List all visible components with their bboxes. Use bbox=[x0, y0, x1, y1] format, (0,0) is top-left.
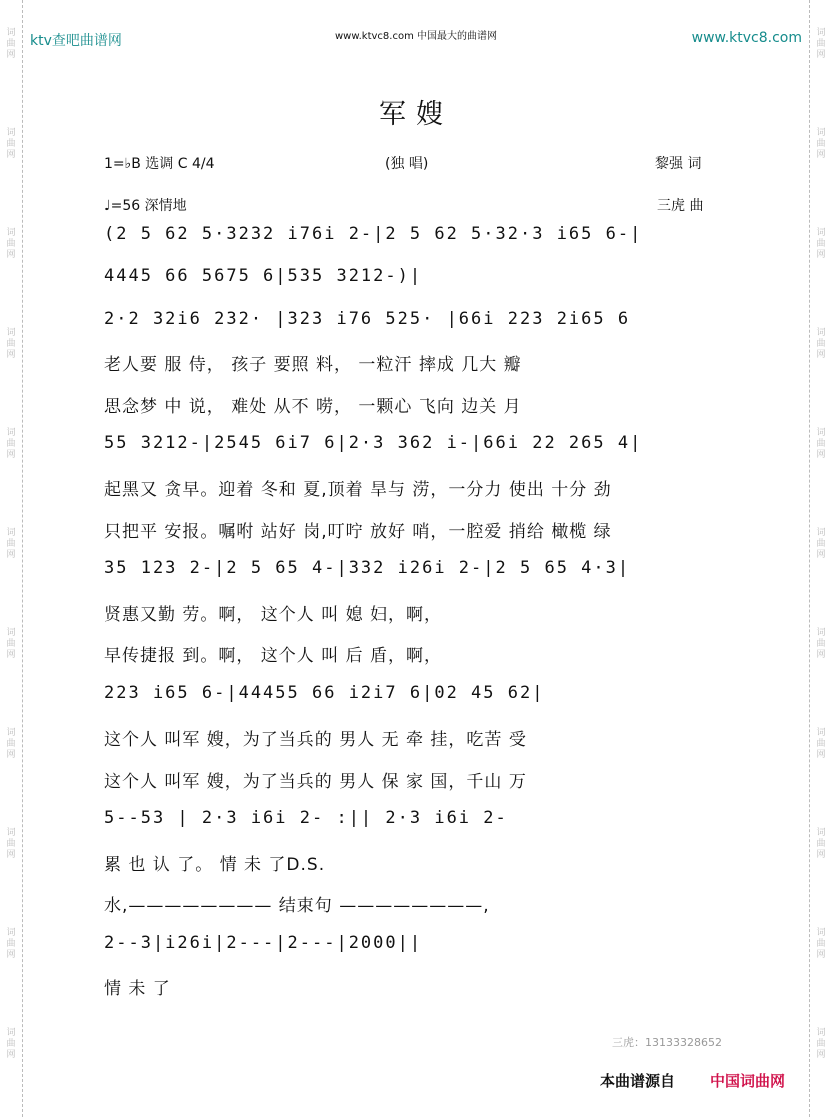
watermark-text: 词曲网 bbox=[6, 228, 16, 260]
watermark-text: 词曲网 bbox=[816, 528, 826, 560]
watermark-text: 词曲网 bbox=[6, 1028, 16, 1060]
watermark-text: 词曲网 bbox=[6, 128, 16, 160]
watermark-text: 词曲网 bbox=[6, 428, 16, 460]
source-site-link[interactable]: 中国词曲网 bbox=[710, 1072, 786, 1090]
watermark-text: 词曲网 bbox=[6, 728, 16, 760]
lyrics-verse-2: 思念梦 中 说， 难处 从不 唠， 一颗心 飞向 边关 月 bbox=[104, 397, 522, 417]
site-url-right[interactable]: www.ktvc8.com bbox=[691, 30, 802, 46]
watermark-text: 词曲网 bbox=[816, 428, 826, 460]
score-intro-line-2: 4445 66 5675 6|535 3212-)| bbox=[104, 266, 423, 286]
watermark-text: 词曲网 bbox=[816, 828, 826, 860]
performance-type: (独 唱) bbox=[385, 156, 429, 172]
score-notes-line-1: 2·2 32i6 232· |323 i76 525· |66i 223 2i65 6 bbox=[104, 309, 631, 329]
lyrics-line: 情 未 了 bbox=[104, 979, 171, 999]
watermark-text: 词曲网 bbox=[6, 28, 16, 60]
site-name-left[interactable]: ktv查吧曲谱网 bbox=[30, 33, 122, 49]
lyrics-line: 累 也 认 了。 情 未 了D.S. bbox=[104, 855, 326, 875]
watermark-text: 词曲网 bbox=[816, 628, 826, 660]
key-signature: 1=♭B 选调 C 4/4 bbox=[104, 156, 215, 172]
watermark-text: 词曲网 bbox=[6, 928, 16, 960]
watermark-text: 词曲网 bbox=[6, 628, 16, 660]
song-title: 军嫂 bbox=[379, 99, 453, 130]
lyricist-credit: 黎强 词 bbox=[655, 156, 702, 172]
watermark-text: 词曲网 bbox=[816, 1028, 826, 1060]
score-notes-line-3: 35 123 2-|2 5 65 4-|332 i26i 2-|2 5 65 4·3| bbox=[104, 558, 631, 578]
tempo-marking: ♩=56 深情地 bbox=[104, 198, 187, 214]
lyrics-verse-2: 这个人 叫军 嫂，为了当兵的 男人 保 家 国，千山 万 bbox=[104, 772, 527, 792]
score-notes-line-6: 2--3|i26i|2---|2---|2000|| bbox=[104, 933, 423, 953]
lyrics-verse-1: 起黑又 贪早。迎着 冬和 夏,顶着 旱与 涝，一分力 使出 十分 劲 bbox=[104, 480, 612, 500]
lyrics-verse-1: 贤惠又勤 劳。啊， 这个人 叫 媳 妇，啊， bbox=[104, 605, 443, 625]
score-intro-line-1: (2 5 62 5·3232 i76i 2-|2 5 62 5·32·3 i65 6-| bbox=[104, 224, 643, 244]
watermark-text: 词曲网 bbox=[816, 728, 826, 760]
site-tagline: www.ktvc8.com 中国最大的曲谱网 bbox=[334, 31, 497, 42]
composer-credit: 三虎 曲 bbox=[657, 198, 704, 214]
left-margin-watermark bbox=[0, 0, 23, 1117]
watermark-text: 词曲网 bbox=[6, 528, 16, 560]
score-notes-line-2: 55 3212-|2545 6i7 6|2·3 362 i-|66i 22 265 4| bbox=[104, 433, 643, 453]
watermark-text: 词曲网 bbox=[816, 128, 826, 160]
score-notes-line-5: 5--53 | 2·3 i6i 2- :|| 2·3 i6i 2- bbox=[104, 808, 508, 828]
lyrics-verse-1: 这个人 叫军 嫂，为了当兵的 男人 无 牵 挂，吃苦 受 bbox=[104, 730, 527, 750]
ending-marker: 水,———————— 结束句 ————————, bbox=[104, 896, 490, 916]
watermark-text: 词曲网 bbox=[6, 328, 16, 360]
score-notes-line-4: 223 i65 6-|44455 66 i2i7 6|02 45 62| bbox=[104, 683, 545, 703]
watermark-text: 词曲网 bbox=[816, 328, 826, 360]
watermark-text: 词曲网 bbox=[816, 228, 826, 260]
source-label: 本曲谱源自 bbox=[600, 1072, 676, 1090]
lyrics-verse-1: 老人要 服 侍， 孩子 要照 料， 一粒汗 摔成 几大 瓣 bbox=[104, 355, 522, 375]
contact-phone: 三虎：13133328652 bbox=[612, 1036, 722, 1049]
right-margin-watermark bbox=[809, 0, 832, 1117]
watermark-text: 词曲网 bbox=[816, 928, 826, 960]
watermark-text: 词曲网 bbox=[6, 828, 16, 860]
lyrics-verse-2: 只把平 安报。嘱咐 站好 岗,叮咛 放好 哨，一腔爱 捎给 橄榄 绿 bbox=[104, 522, 612, 542]
watermark-text: 词曲网 bbox=[816, 28, 826, 60]
lyrics-verse-2: 早传捷报 到。啊， 这个人 叫 后 盾，啊， bbox=[104, 646, 443, 666]
